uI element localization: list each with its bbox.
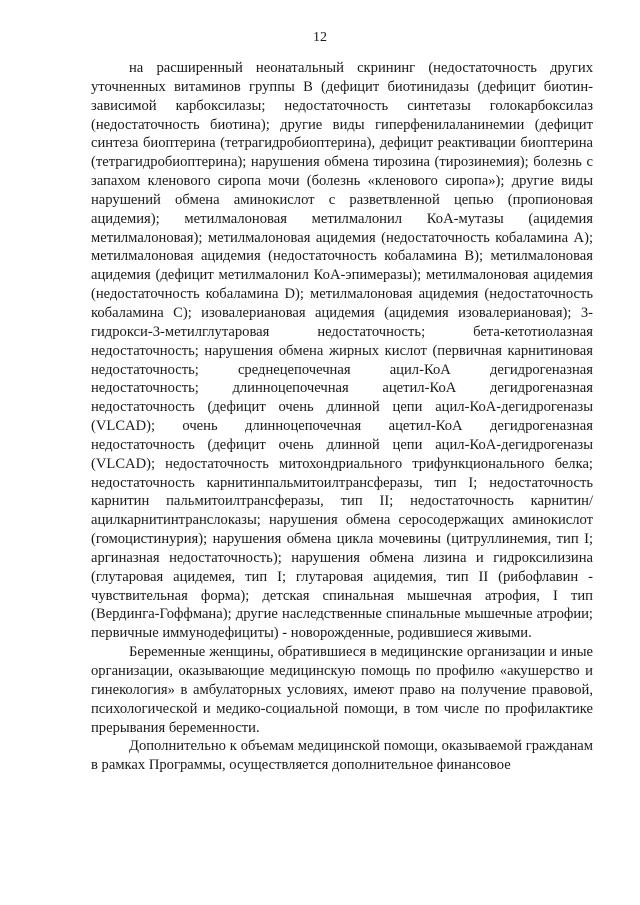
paragraph-pregnant-women: Беременные женщины, обратившиеся в медицинские организации и иные организации, оказывающие медицинскую помощь по профилю «акушерство и гинекология» в амбулаторных условиях, имеют право на получение правовой, психологической и медико-социальной помощи, в том числе по профилактике прерывания беременности. <box>91 644 593 736</box>
page-number: 12 <box>313 30 327 45</box>
document-body <box>91 59 593 775</box>
paragraph-neonatal-screening: на расширенный неонатальный скрининг (недостаточность других уточненных витаминов группы В (дефицит биотинидазы (дефицит биотин-зависимой карбоксилазы; недостаточность синтетазы голокарбоксилаз (недостаточность биотина); другие виды гиперфенилаланинемии (дефицит синтеза биоптерина (тетрагидробиоптерина), дефицит реактивации биоптерина (тетрагидробиоптерина); нарушения обмена тирозина (тирозинемия); болезнь с запахом кленового сиропа мочи (болезнь «кленового сиропа»); другие виды нарушений обмена аминокислот с разветвленной цепью (пропионовая ацидемия); метилмалоновая метилмалонил КоА-мутазы (ацидемия метилмалоновая); метилмалоновая ацидемия (недостаточность кобаламина А); метилмалоновая ацидемия (недостаточность кобаламина В); метилмалоновая ацидемия (дефицит метилмалонил КоА-эпимеразы); метилмалоновая ацидемия (недостаточность кобаламина D); метилмалоновая ацидемия (недостаточность кобаламина С); изовалериановая ацидемия (ацидемия изовалериановая); 3-гидрокси-3-метилглутаровая недостаточность; бета-кетотиолазная недостаточность; нарушения обмена жирных кислот (первичная карнитиновая недостаточность; среднецепочечная ацил-КоА дегидрогеназная недостаточность; длинноцепочечная ацетил-КоА дегидрогеназная недостаточность (дефицит очень длинной цепи ацил-КоА-дегидрогеназы (VLCAD); очень длинноцепочечная ацетил-КоА дегидрогеназная недостаточность (дефицит очень длинной цепи ацил-КоА-дегидрогеназы (VLCAD); недостаточность митохондриального трифункционального белка; недостаточность карнитинпальмитоилтрансферазы, тип I; недостаточность карнитин пальмитоилтрансферазы, тип II; недостаточность карнитин/ацилкарнитинтранслоказы; нарушения обмена серосодержащих аминокислот (гомоцистинурия); нарушения обмена цикла мочевины (цитруллинемия, тип I; аргиназная недостаточность); нарушения обмена лизина и гидроксилизина (глутаровая ацидемея, тип I; глутаровая ацидемия, тип II (рибофлавин - чувствительная форма); детская спинальная мышечная атрофия, I тип (Вердинга-Гоффмана); другие наследственные спинальные мышечные атрофии; первичные иммунодефициты) - новорожденные, родившиеся живыми. <box>91 60 593 642</box>
paragraph-additional-financing: Дополнительно к объемам медицинской помощи, оказываемой гражданам в рамках Программы, осуществляется дополнительное финансовое <box>91 738 593 774</box>
